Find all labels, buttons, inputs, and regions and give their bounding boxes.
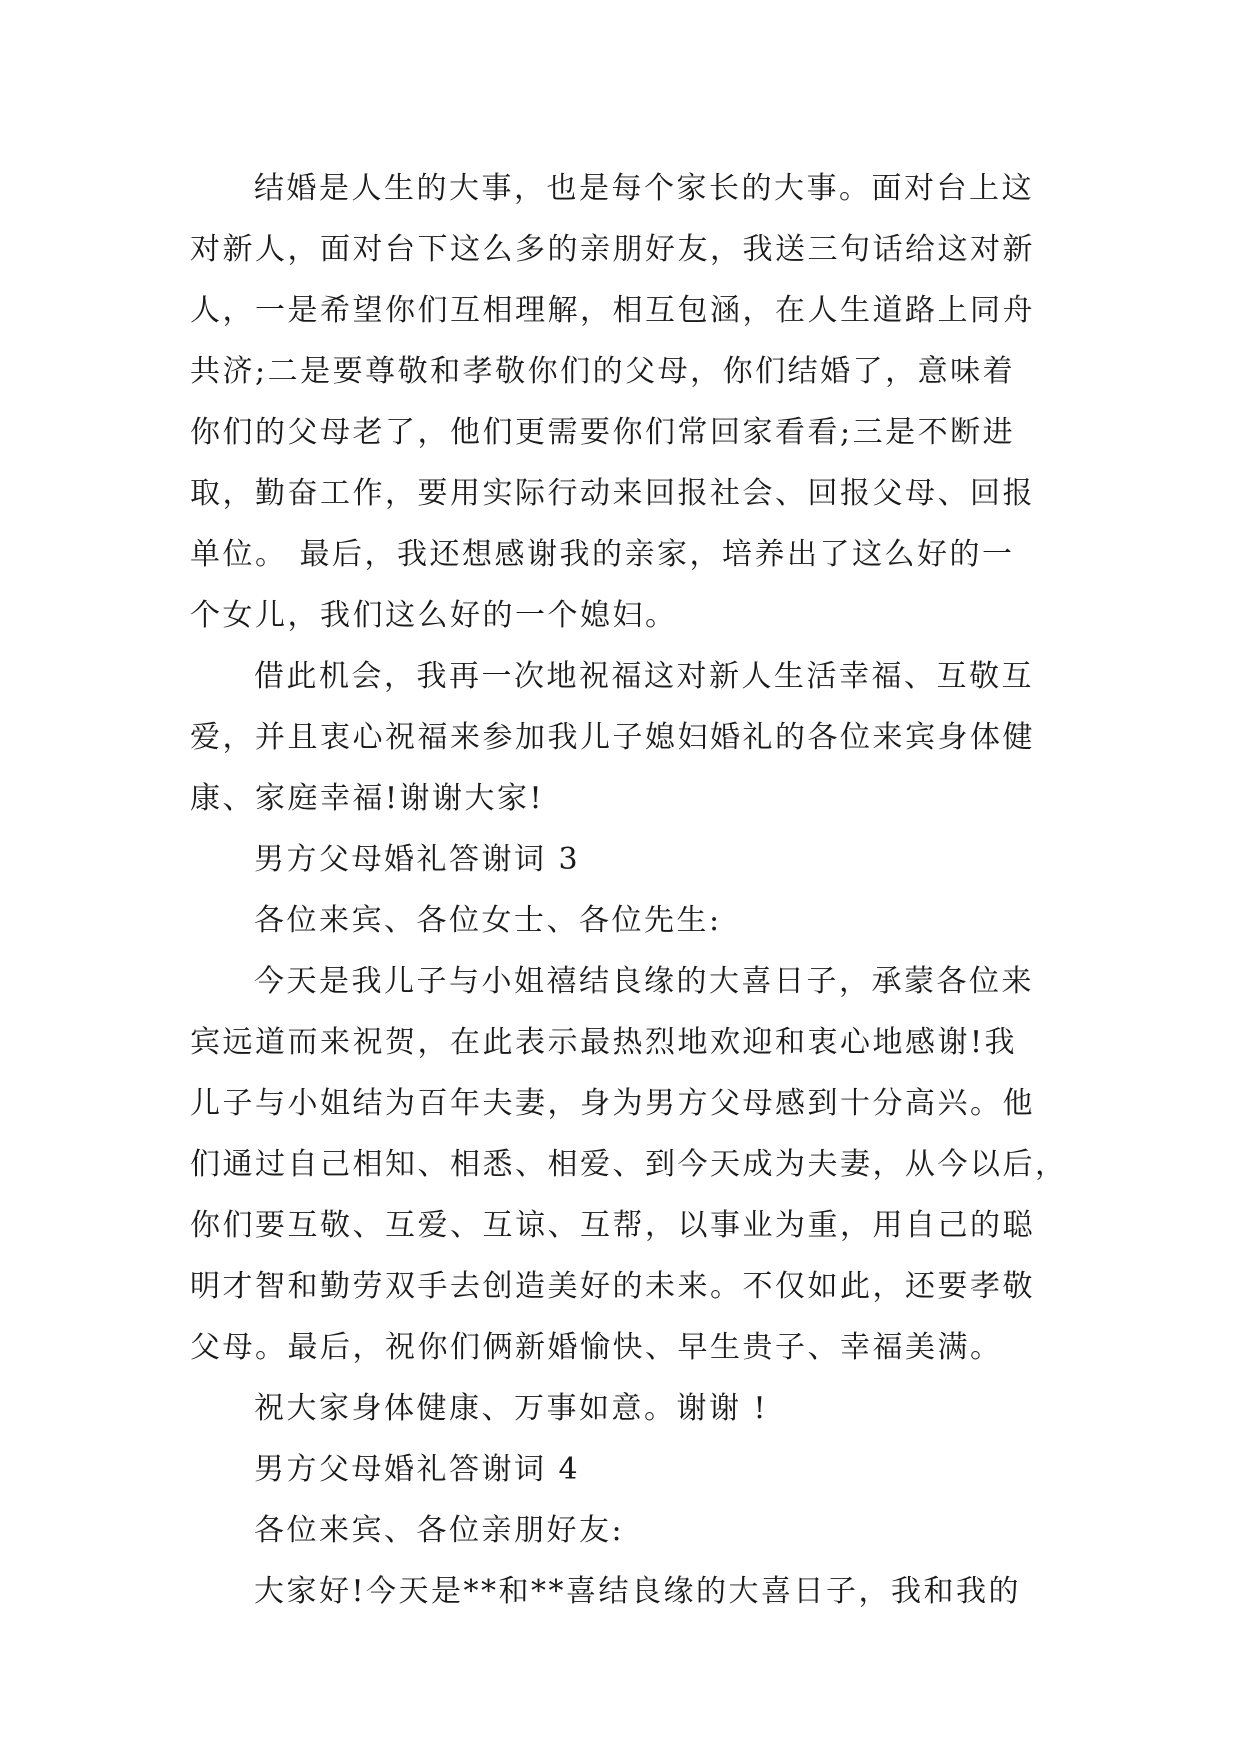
text-line: 共济;二是要尊敬和孝敬你们的父母，你们结婚了，意味着 — [190, 354, 1016, 389]
text-line: 明才智和勤劳双手去创造美好的未来。不仅如此，还要孝敬 — [190, 1269, 1035, 1304]
text-line: 单位。 最后，我还想感谢我的亲家，培养出了这么好的一 — [190, 537, 1015, 572]
text-line: 取，勤奋工作，要用实际行动来回报社会、回报父母、回报 — [190, 476, 1035, 511]
text-line: 大家好!今天是**和**喜结良缘的大喜日子，我和我的 — [254, 1574, 1022, 1609]
text-line: 借此机会，我再一次地祝福这对新人生活幸福、互敬互 — [254, 659, 1034, 694]
text-line: 儿子与小姐结为百年夫妻，身为男方父母感到十分高兴。他 — [190, 1086, 1035, 1121]
text-line: 宾远道而来祝贺，在此表示最热烈地欢迎和衷心地感谢!我 — [190, 1025, 1018, 1060]
text-line: 爱，并且衷心祝福来参加我儿子媳妇婚礼的各位来宾身体健 — [190, 720, 1035, 755]
text-line: 你们要互敬、互爱、互谅、互帮，以事业为重，用自己的聪 — [190, 1208, 1035, 1243]
text-line: 结婚是人生的大事，也是每个家长的大事。面对台上这 — [254, 171, 1034, 206]
document-body — [190, 158, 1068, 1622]
text-line: 男方父母婚礼答谢词 4 — [254, 1452, 581, 1487]
text-line: 男方父母婚礼答谢词 3 — [254, 842, 581, 877]
text-line: 个女儿，我们这么好的一个媳妇。 — [190, 598, 678, 633]
text-line: 康、家庭幸福!谢谢大家! — [190, 781, 545, 816]
text-line: 今天是我儿子与小姐禧结良缘的大喜日子，承蒙各位来 — [254, 964, 1034, 999]
text-line: 各位来宾、各位女士、各位先生: — [254, 903, 722, 938]
text-line: 父母。最后，祝你们俩新婚愉快、早生贵子、幸福美满。 — [190, 1330, 1003, 1365]
text-line: 们通过自己相知、相悉、相爱、到今天成为夫妻，从今以后， — [190, 1147, 1068, 1182]
text-line: 对新人，面对台下这么多的亲朋好友，我送三句话给这对新 — [190, 232, 1035, 267]
text-line: 你们的父母老了，他们更需要你们常回家看看;三是不断进 — [190, 415, 1016, 450]
text-line: 人，一是希望你们互相理解，相互包涵，在人生道路上同舟 — [190, 293, 1035, 328]
text-line: 祝大家身体健康、万事如意。谢谢 ! — [254, 1391, 769, 1426]
text-line: 各位来宾、各位亲朋好友: — [254, 1513, 625, 1548]
